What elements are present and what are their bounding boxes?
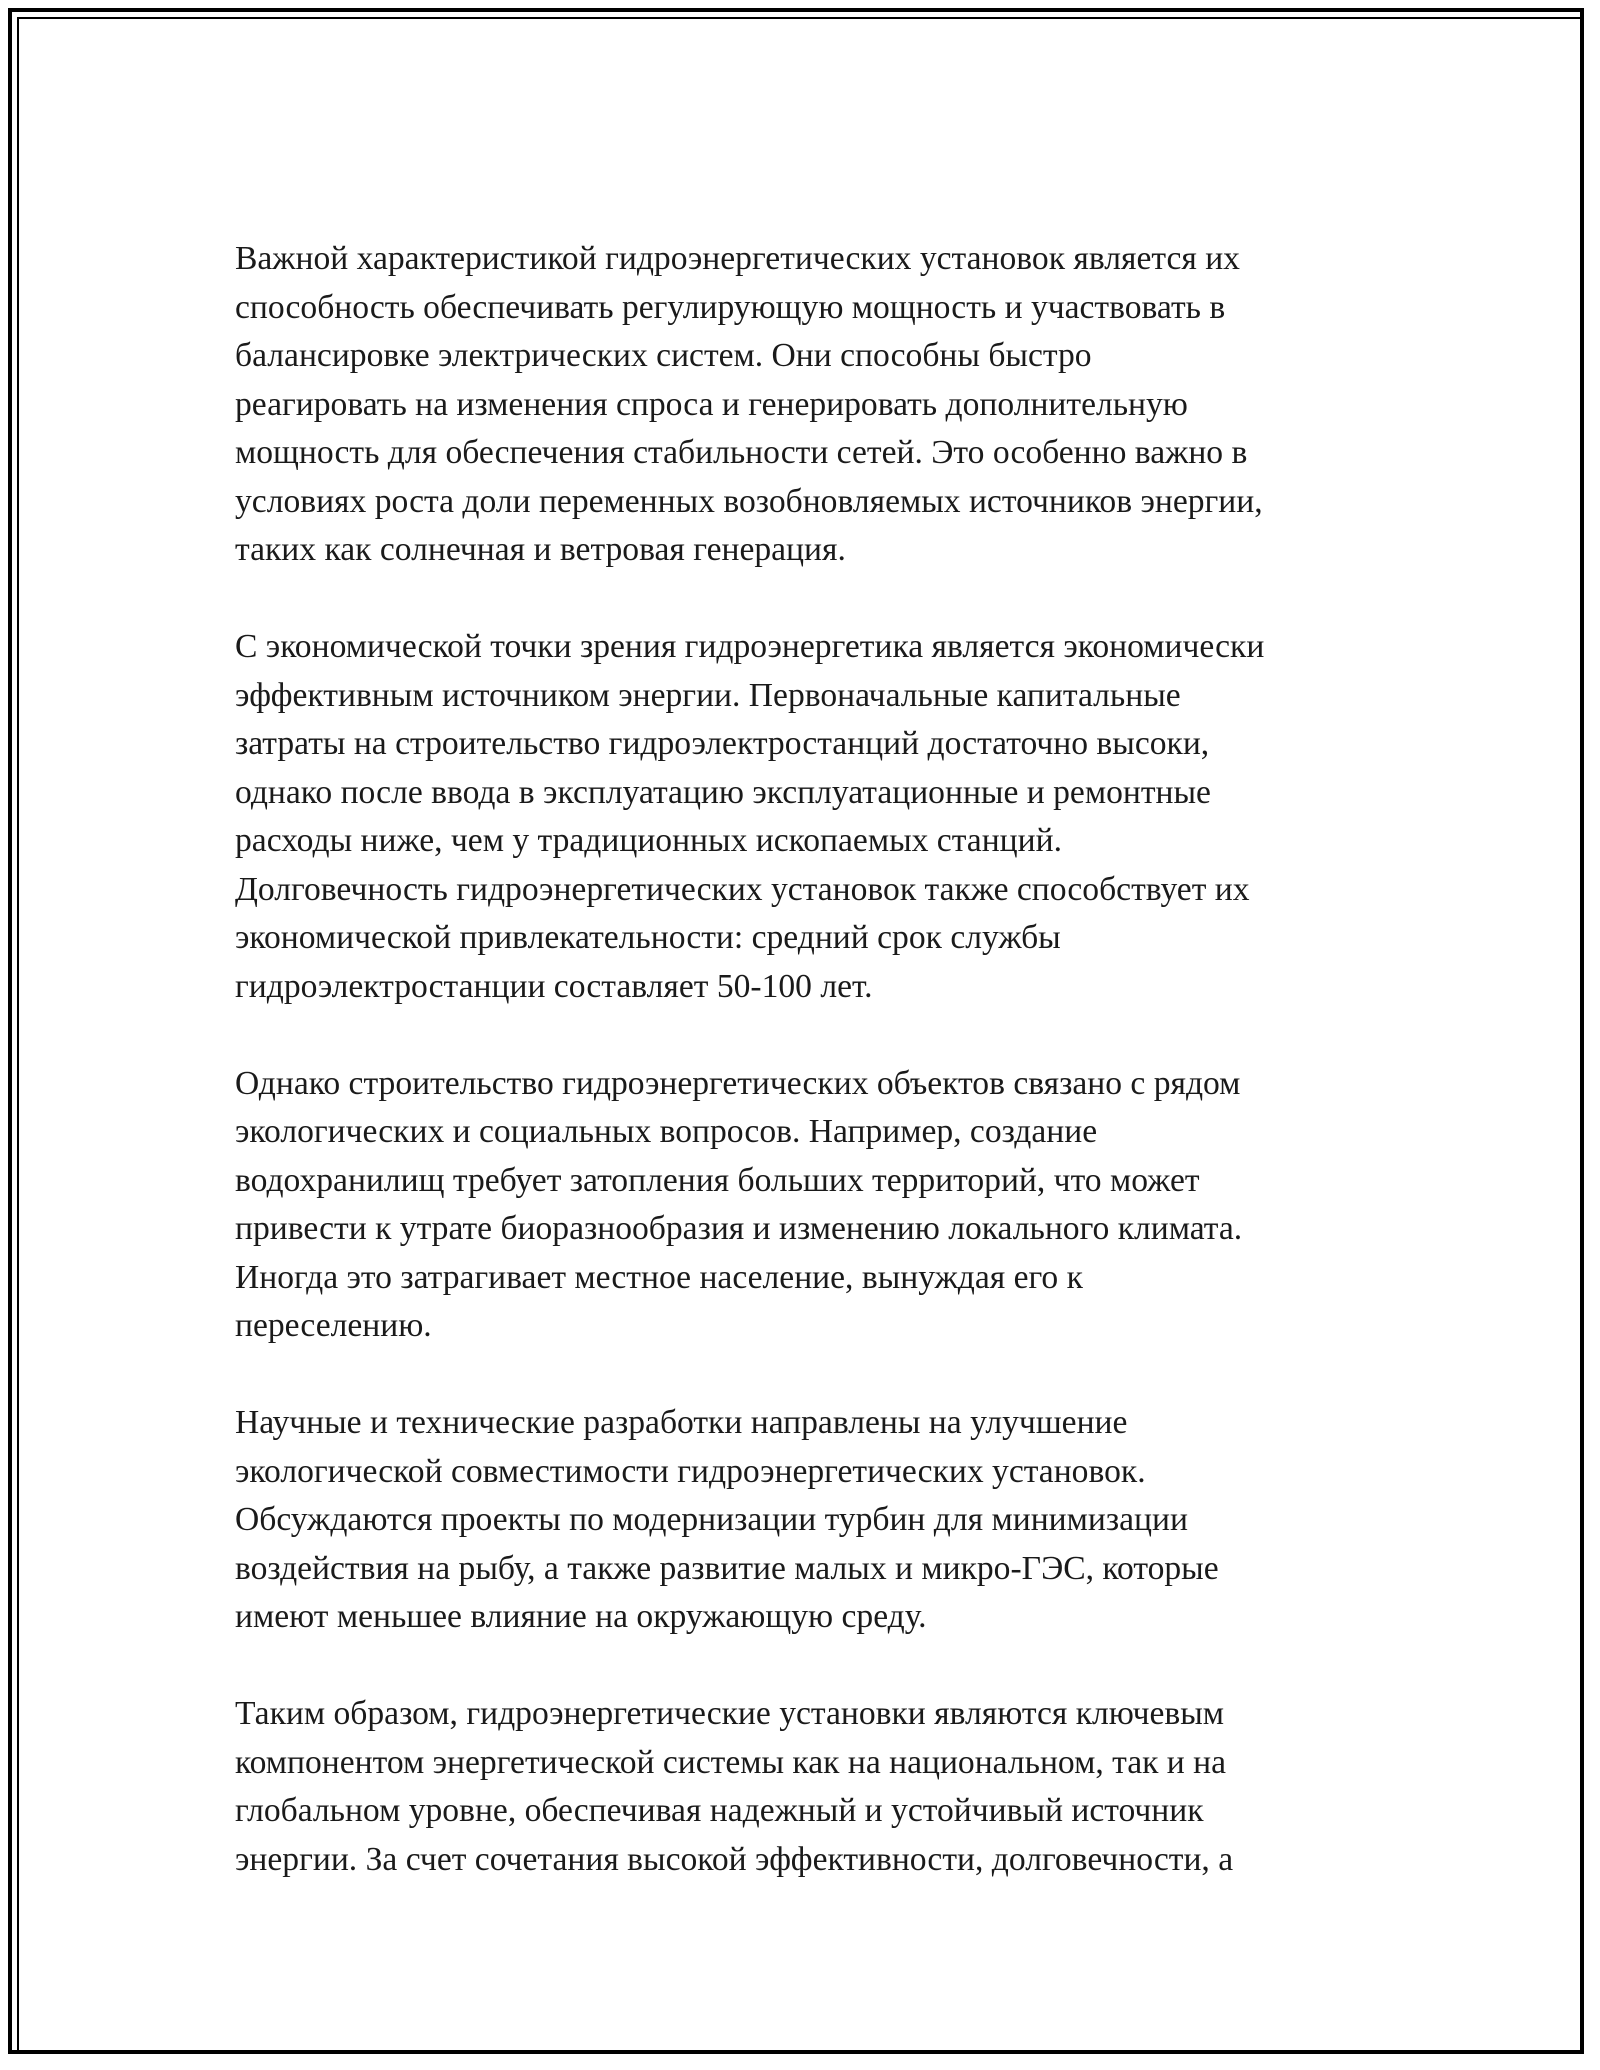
paragraph-1 xyxy=(235,235,1365,575)
text-line: таких как солнечная и ветровая генерация. xyxy=(235,531,846,568)
text-line: экологической совместимости гидроэнергетических установок. xyxy=(235,1452,1146,1490)
text-line: гидроэлектростанции составляет 50-100 лет. xyxy=(235,967,873,1005)
text-line: Долговечность гидроэнергетических установок также способствует их xyxy=(235,870,1250,908)
text-line: однако после ввода в эксплуатацию эксплуатационные и ремонтные xyxy=(235,773,1211,811)
paragraph-4 xyxy=(235,1399,1365,1642)
text-line: условиях роста доли переменных возобновляемых источников энергии, xyxy=(235,482,1263,520)
paragraph-2 xyxy=(235,623,1365,1011)
text-line: переселению. xyxy=(235,1307,432,1344)
text-line: энергии. За счет сочетания высокой эффективности, долговечности, а xyxy=(235,1840,1234,1878)
text-line: Обсуждаются проекты по модернизации турбин для минимизации xyxy=(235,1501,1188,1538)
text-line: затраты на строительство гидроэлектростанций достаточно высоки, xyxy=(235,725,1210,762)
paragraph-5 xyxy=(235,1690,1365,1884)
text-line: глобальном уровне, обеспечивая надежный и устойчивый источник xyxy=(235,1792,1204,1829)
text-line: мощность для обеспечения стабильности сетей. Это особенно важно в xyxy=(235,434,1248,471)
text-line: имеют меньшее влияние на окружающую среду. xyxy=(235,1598,927,1635)
text-line: экономической привлекательности: средний срок службы xyxy=(235,919,1061,956)
text-line: Однако строительство гидроэнергетических объектов связано с рядом xyxy=(235,1064,1241,1102)
text-line: Иногда это затрагивает местное население, вынуждая его к xyxy=(235,1258,1083,1296)
text-line: реагировать на изменения спроса и генерировать дополнительную xyxy=(235,385,1188,423)
document-body xyxy=(235,235,1365,1933)
text-line: Таким образом, гидроэнергетические установки являются ключевым xyxy=(235,1695,1225,1732)
text-line: Важной характеристикой гидроэнергетических установок является их xyxy=(235,240,1240,277)
text-line: воздействия на рыбу, а также развитие малых и микро-ГЭС, которые xyxy=(235,1549,1219,1587)
text-line: способность обеспечивать регулирующую мощность и участвовать в xyxy=(235,288,1226,326)
paragraph-3 xyxy=(235,1060,1365,1351)
text-line: расходы ниже, чем у традиционных ископаемых станций. xyxy=(235,822,1062,859)
text-line: С экономической точки зрения гидроэнергетика является экономически xyxy=(235,628,1265,665)
text-line: Научные и технические разработки направлены на улучшение xyxy=(235,1404,1128,1441)
text-line: компонентом энергетической системы как на национальном, так и на xyxy=(235,1743,1227,1781)
text-line: балансировке электрических систем. Они способны быстро xyxy=(235,337,1092,374)
text-line: привести к утрате биоразнообразия и изменению локального климата. xyxy=(235,1210,1243,1247)
text-line: водохранилищ требует затопления больших территорий, что может xyxy=(235,1161,1200,1199)
text-line: экологических и социальных вопросов. Например, создание xyxy=(235,1113,1098,1150)
text-line: эффективным источником энергии. Первоначальные капитальные xyxy=(235,676,1181,714)
